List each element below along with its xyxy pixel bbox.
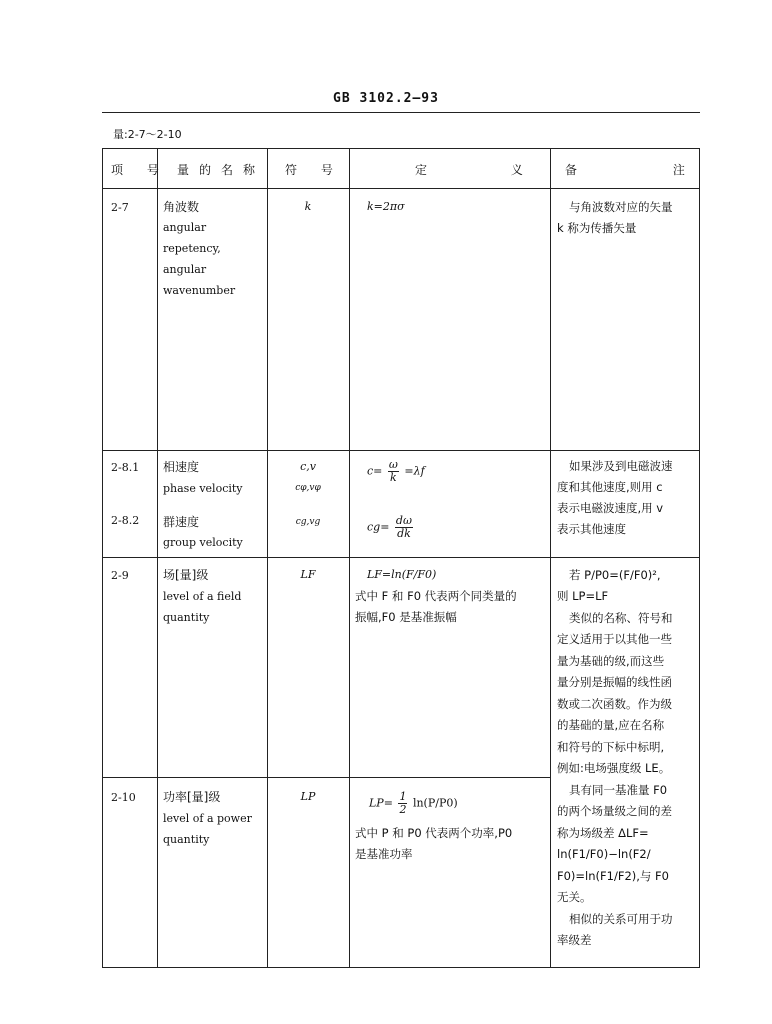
fraction-numerator: dω: [395, 514, 412, 527]
remark-line: k 称为传播矢量: [557, 221, 637, 235]
fraction: [395, 515, 413, 540]
remark-line: 若 P/P0=(F/F0)²,: [569, 568, 661, 582]
quantity-name-zh: 相速度: [163, 460, 200, 474]
formula-lhs: cg=: [367, 520, 390, 534]
quantity-name-en: quantity: [163, 833, 210, 846]
remark-line: 定义适用于以其他一些: [557, 632, 672, 646]
definition-formula: k=2πσ: [367, 200, 405, 213]
remark-line: 量分别是振幅的线性函: [557, 675, 672, 689]
header-definition: 定 义: [415, 163, 563, 177]
quantity-symbol: k: [304, 200, 312, 213]
item-number: 2-8.1: [111, 461, 140, 474]
fraction-denominator: k: [390, 471, 397, 484]
definition-formula: LF=ln(F/F0): [367, 568, 437, 581]
definition-note: 是基准功率: [355, 847, 413, 861]
fraction-denominator: 2: [399, 803, 407, 816]
item-number: 2-8.2: [111, 514, 140, 527]
quantity-name-en: group velocity: [163, 536, 243, 549]
column-divider: [349, 149, 350, 967]
remark-line: 和符号的下标中标明,: [557, 740, 665, 754]
row-divider: [103, 777, 550, 778]
quantity-name-en: phase velocity: [163, 482, 243, 495]
remark-line: 的基础的量,应在名称: [557, 718, 665, 732]
remark-line: 例如:电场强度级 LE。: [557, 761, 671, 775]
definition-formula: [369, 791, 458, 816]
definition-formula: [367, 515, 415, 540]
item-number: 2-9: [111, 569, 129, 582]
remark-line: 如果涉及到电磁波速: [569, 459, 673, 473]
quantity-symbol: LP: [300, 790, 316, 803]
quantity-symbol: LF: [300, 568, 316, 581]
fraction-numerator: ω: [388, 458, 398, 471]
fraction-denominator: dk: [397, 527, 411, 540]
header-row-divider: [103, 188, 699, 189]
quantities-table: [102, 148, 731, 968]
quantity-symbol-alt: cφ,vφ: [295, 483, 321, 493]
remark-line: 具有同一基准量 F0: [569, 783, 668, 797]
quantity-name-en: repetency,: [163, 242, 221, 255]
quantity-name-zh: 功率[量]级: [163, 790, 221, 804]
remark-line: 量为基础的级,而这些: [557, 654, 665, 668]
quantity-symbol: cg,vg: [295, 517, 321, 527]
header-rule: [102, 112, 700, 113]
header-remarks: 备 注: [565, 163, 731, 177]
fraction: [388, 459, 399, 484]
remark-line: 与角波数对应的矢量: [569, 200, 673, 214]
remark-line: 数或二次函数。作为级: [557, 697, 672, 711]
row-divider: [103, 557, 699, 558]
remark-line: 则 LP=LF: [557, 589, 609, 603]
header-item-no: 项 号: [111, 163, 169, 177]
remark-line: 表示电磁波速度,用 v: [557, 501, 664, 515]
remark-line: 度和其他速度,则用 c: [557, 480, 663, 494]
header-quantity-name: 量的名称: [177, 163, 266, 177]
document-code: GB 3102.2—93: [333, 91, 439, 106]
item-number: 2-7: [111, 201, 129, 214]
remark-line: ln(F1/F0)−ln(F2/: [557, 847, 651, 861]
remark-line: 类似的名称、符号和: [569, 611, 673, 625]
definition-note: 振幅,F0 是基准振幅: [355, 610, 457, 624]
quantity-name-en: angular: [163, 263, 207, 276]
formula-rhs: =λf: [404, 464, 425, 478]
definition-note: 式中 F 和 F0 代表两个同类量的: [355, 589, 517, 603]
item-number: 2-10: [111, 791, 136, 804]
quantity-name-zh: 场[量]级: [163, 568, 209, 582]
row-divider: [103, 450, 699, 451]
quantity-name-en: quantity: [163, 611, 210, 624]
quantity-name-en: angular: [163, 221, 207, 234]
column-divider: [550, 149, 551, 967]
definition-formula: [367, 459, 425, 484]
formula-lhs: LP=: [369, 796, 393, 810]
quantity-name-en: wavenumber: [163, 284, 236, 297]
formula-lhs: c=: [367, 464, 383, 478]
quantity-name-en: level of a field: [163, 590, 242, 603]
formula-rhs: ln(P/P0): [412, 796, 458, 810]
remark-line: 无关。: [557, 890, 592, 904]
remark-line: 称为场级差 ΔLF=: [557, 826, 649, 840]
remark-line: 表示其他速度: [557, 522, 626, 536]
column-divider: [267, 149, 268, 967]
remark-line: 的两个场量级之间的差: [557, 804, 672, 818]
quantity-name-en: level of a power: [163, 812, 252, 825]
remark-line: 相似的关系可用于功: [569, 912, 673, 926]
fraction: [398, 791, 407, 816]
definition-note: 式中 P 和 P0 代表两个功率,P0: [355, 826, 513, 840]
section-range: 量:2-7～2-10: [113, 128, 182, 141]
remark-line: F0)=ln(F1/F2),与 F0: [557, 869, 669, 883]
header-symbol: 符 号: [285, 163, 343, 177]
quantity-name-zh: 群速度: [163, 515, 200, 529]
remark-line: 率级差: [557, 933, 592, 947]
fraction-numerator: 1: [399, 790, 407, 803]
quantity-name-zh: 角波数: [163, 200, 200, 214]
quantity-symbol: c,v: [300, 460, 316, 473]
column-divider: [157, 149, 158, 967]
